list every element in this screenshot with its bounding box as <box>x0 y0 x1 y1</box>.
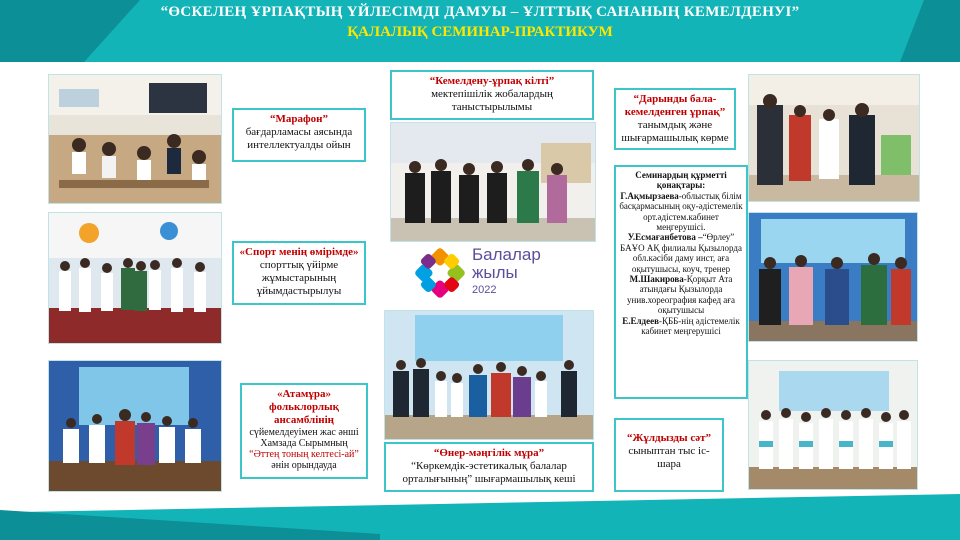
daryndy-body: танымдық және шығармашылық көрме <box>621 119 729 144</box>
marafon-caption <box>232 108 366 162</box>
atamura-caption <box>240 383 368 479</box>
marafon-body: бағдарламасы аясында интеллектуалды ойын <box>245 126 353 151</box>
sport-body: спорттық үйірме жұмыстарының ұйымдастырылуы <box>256 259 342 297</box>
sport-photo <box>48 212 222 344</box>
guest2-role: “Өрлеу” БАҰО АҚ филиалы Қызылорда обл.кәсіби даму инст, аға оқытушысы, коуч, тренер <box>620 232 742 274</box>
guests-title: Семинардың құрметті қонақтары: <box>635 170 727 191</box>
oner-title: “Өнер-мәңгілік мұра” <box>433 447 545 459</box>
zhuldyzdy-caption <box>614 418 724 492</box>
atamura-song: “Әттең тоның келтесі-ай” <box>249 449 359 460</box>
guest1-role: -облыстық білім басқармасының оқу-әдістемелік орт.әдістем.кабинет меңгерушісі. <box>619 190 743 233</box>
guest4-role: -ҚББ-нің әдістемелік кабинет меңгерушісі <box>641 315 740 337</box>
logo-line2: жылы <box>472 263 518 282</box>
logo-line1: Балалар <box>472 245 541 264</box>
guests-photo <box>748 212 918 342</box>
daryndy-caption <box>614 88 736 150</box>
sport-title: «Спорт менің өмірімде» <box>239 246 359 258</box>
visitors-photo <box>390 122 596 242</box>
group-photo <box>384 310 594 440</box>
stage-photo <box>748 360 918 490</box>
marafon-title: “Марафон” <box>270 113 328 125</box>
atamura-body1: сүйемелдеуімен жас әнші Хамзада Сырымның <box>249 427 359 449</box>
atamura-title: «Атамұра» фольклорлық ансамблінің <box>269 388 339 426</box>
page-subtitle: ҚАЛАЛЫҚ СЕМИНАР-ПРАКТИКУМ <box>347 24 613 40</box>
oner-caption <box>384 442 594 492</box>
zhuldyzdy-title: “Жұлдызды сәт” <box>627 432 711 444</box>
zhuldyzdy-body: сыныптан тыс іс-шара <box>628 445 710 470</box>
daryndy-title: “Дарынды бала-кемелденген ұрпақ” <box>624 93 726 118</box>
balalar-zhyly-logo <box>414 244 564 302</box>
guest1-name: Г.Ақмырзаева <box>620 190 679 201</box>
guest4-name: Е.Елдеев <box>622 315 659 326</box>
logo-year: 2022 <box>472 284 497 296</box>
guest3-name: М.Шакирова <box>629 274 684 285</box>
guests-caption <box>614 165 748 399</box>
kemeldenu-caption <box>390 70 594 120</box>
classroom-photo <box>48 74 222 204</box>
atamura-body2: әнін орындауда <box>271 460 337 471</box>
flower-icon <box>414 247 466 299</box>
sport-caption <box>232 241 366 305</box>
exhibition-photo <box>748 74 920 202</box>
guest3-role: -Қорқыт Ата атындағы Қызылорда унив.хореография кафед аға оқытушысы <box>627 274 735 316</box>
kemeldenu-title: “Кемелдену-ұрпақ кілті” <box>429 75 555 87</box>
kemeldenu-body: мектепішілік жобалардың таныстырылымы <box>431 88 553 113</box>
concert-photo <box>48 360 222 492</box>
guest2-name: У.Есмағанбетова – <box>627 232 703 243</box>
oner-body: “Көркемдік-эстетикалық балалар орталығының” шығармашылық кеші <box>402 460 576 485</box>
page-title: “ӨСКЕЛЕҢ ҰРПАҚТЫҢ ҮЙЛЕСІМДІ ДАМУЫ – ҰЛТТЫҚ САНАНЫҢ КЕМЕЛДЕНУІ” <box>160 4 800 20</box>
